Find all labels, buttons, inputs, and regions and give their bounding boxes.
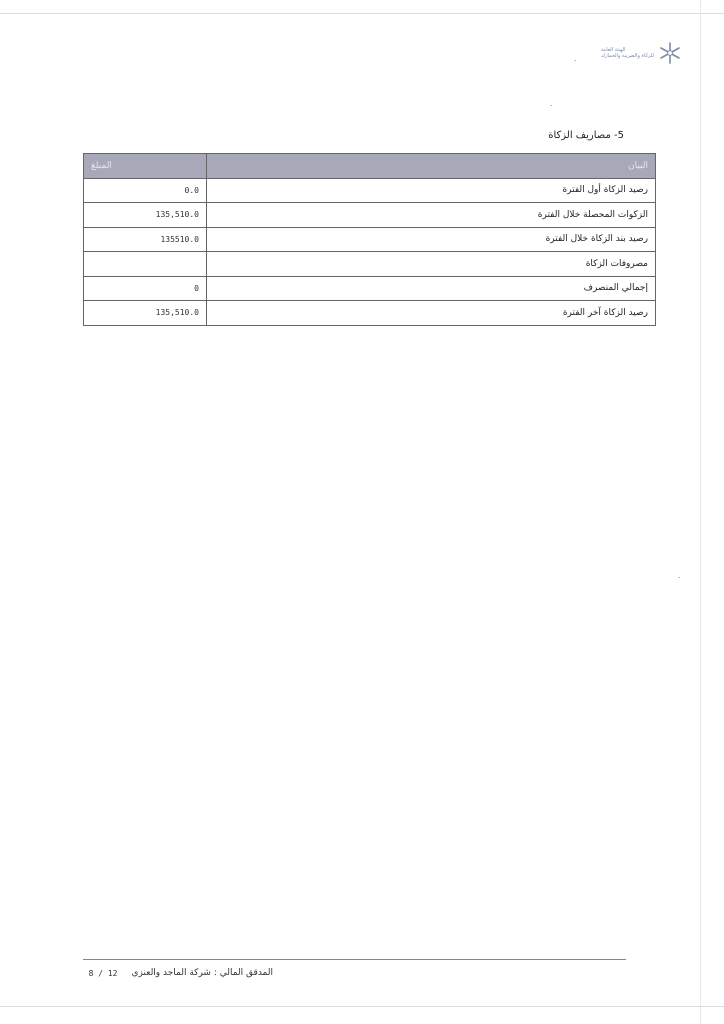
logo-wordmark: [601, 47, 654, 59]
row-label: مصروفات الزكاة: [207, 252, 656, 277]
scan-top-edge: [0, 13, 724, 14]
row-label: رصيد الزكاة آخر الفترة: [207, 301, 656, 326]
table-row: [84, 178, 656, 203]
row-amount: 135,510.0: [84, 301, 207, 326]
scan-speck: [574, 60, 576, 61]
scan-speck: [550, 105, 552, 106]
table-header-row: [84, 154, 656, 179]
authority-logo: [600, 38, 682, 68]
row-amount: 0.0: [84, 178, 207, 203]
star-emblem-icon: [658, 41, 682, 65]
table-row: [84, 203, 656, 228]
table-row: [84, 227, 656, 252]
scan-speck: [678, 577, 680, 578]
page-footer: [83, 966, 273, 980]
table-row: [84, 301, 656, 326]
column-header-description: البيان: [207, 154, 656, 179]
row-label: إجمالي المنصرف: [207, 276, 656, 301]
row-label: الزكوات المحصلة خلال الفترة: [207, 203, 656, 228]
logo-line-1: الهيئة العامة: [600, 47, 626, 53]
section-title: 5- مصاريف الزكاة: [548, 130, 624, 141]
table-row: [84, 252, 656, 277]
column-header-amount: المبلغ: [84, 154, 207, 179]
logo-line-2: للزكاة والضريبة والجمارك: [600, 53, 654, 59]
zakat-expenses-table: [83, 153, 656, 326]
row-amount: 135510.0: [84, 227, 207, 252]
row-amount: 0: [84, 276, 207, 301]
row-amount: 135,510.0: [84, 203, 207, 228]
row-label: رصيد بند الزكاة خلال الفترة: [207, 227, 656, 252]
page-number: 8 / 12: [88, 968, 118, 978]
scan-right-edge: [700, 0, 701, 1024]
row-label: رصيد الزكاة أول الفترة: [207, 178, 656, 203]
footer-auditor: المدقق المالي : شركة الماجد والعنزي: [131, 968, 273, 978]
scan-bottom-edge: [0, 1006, 724, 1007]
row-amount: [84, 252, 207, 277]
table-row: [84, 276, 656, 301]
footer-divider: [83, 959, 626, 960]
